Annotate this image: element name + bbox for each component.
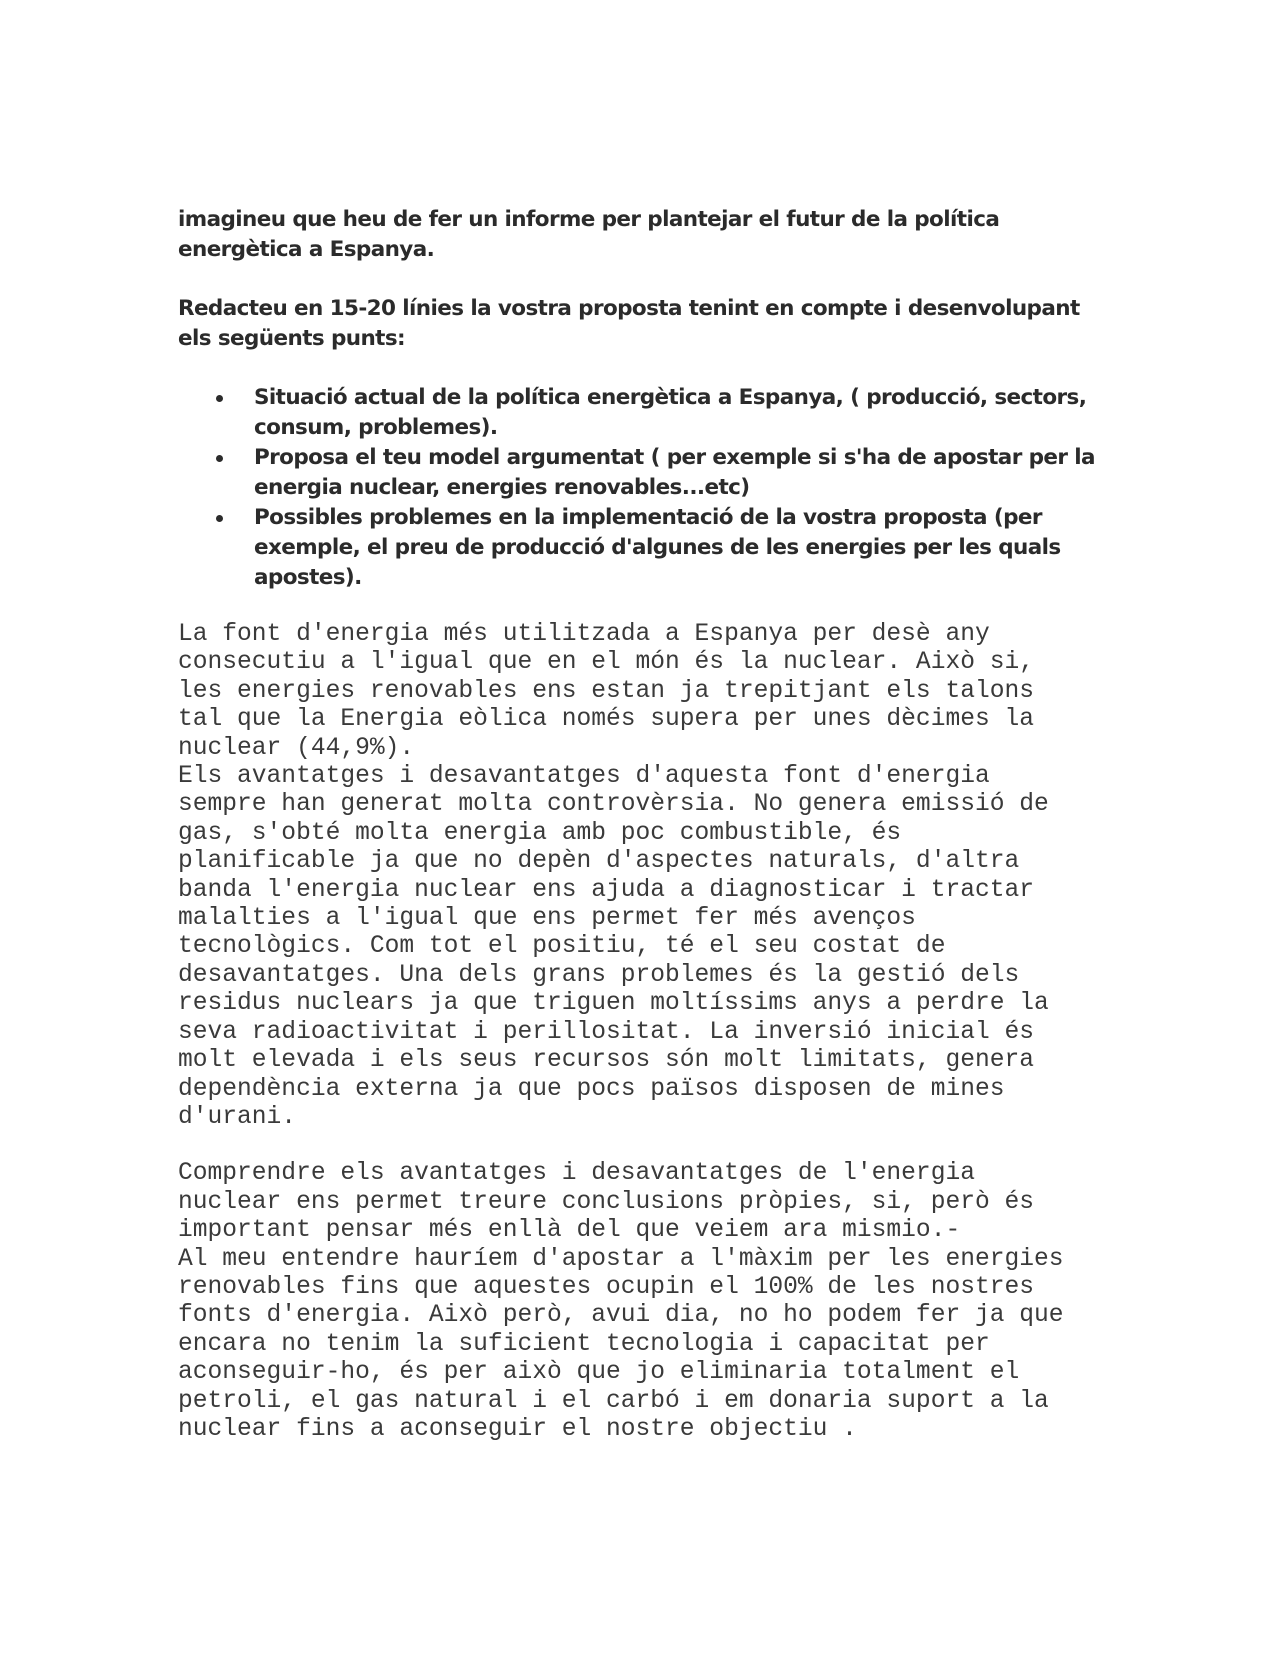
answer-text: Comprendre els avantatges i desavantatges de l'energia nuclear ens permet treure conclusions pròpies, si, però és important pensar més enllà del que veiem ara mismio.- Al meu entendre hauríem d'apostar a l'màxim per les energies renovables fins que aquestes ocupin el 100% de les nostres fonts d'energia. Això però, avui dia, no ho podem fer ja que encara no tenim la suficient tecnologia i capacitat per aconseguir-ho, és per això que jo eliminaria totalment el petroli, el gas natural i el carbó i em donaria suport a la nuclear fins a aconseguir el nostre objectiu .	[178, 1160, 1064, 1443]
bullet-item-current-situation	[178, 383, 1118, 443]
bullet-text: Proposa el teu model argumentat ( per exemple si s'ha de apostar per la energia nuclear, energies renovables...etc)	[254, 445, 1095, 500]
bullet-dot-icon	[216, 455, 223, 462]
prompt-bullet-list	[178, 383, 1118, 593]
bullet-text: Possibles problemes en la implementació de la vostra proposta (per exemple, el preu de producció d'algunes de les energies per les quals apostes).	[254, 505, 1061, 590]
answer-text: La font d'energia més utilitzada a Espanya per desè any consecutiu a l'igual que en el món és la nuclear. Això si, les energies renovables ens estan ja trepitjant els talons tal que la Energia eòlica només supera per unes dècimes la nuclear (44,9%). Els avantatges i desavantatges d'aquesta font d'energia sempre han generat molta controvèrsia. No genera emissió de gas, s'obté molta energia amb poc combustible, és planificable ja que no depèn d'aspectes naturals, d'altra banda l'energia nuclear ens ajuda a diagnosticar i tractar malalties a l'igual que ens permet fer més avenços tecnològics. Com tot el positiu, té el seu costat de desavantatges. Una dels grans problemes és la gestió dels residus nuclears ja que triguen moltíssims anys a perdre la seva radioactivitat i perillositat. La inversió inicial és molt elevada i els seus recursos són molt limitats, genera dependència externa ja que pocs països disposen de mines d'urani.	[178, 621, 1049, 1131]
bullet-dot-icon	[216, 515, 223, 522]
bullet-item-possible-problems	[178, 503, 1118, 593]
answer-paragraph-2	[178, 1160, 1118, 1444]
answer-paragraph-1	[178, 621, 1118, 1132]
document-content	[178, 205, 1118, 1444]
bullet-item-proposed-model	[178, 443, 1118, 503]
prompt-intro: imagineu que heu de fer un informe per plantejar el futur de la política energètica a Espanya.	[178, 207, 1000, 262]
bullet-dot-icon	[216, 395, 223, 402]
prompt-instruction: Redacteu en 15-20 línies la vostra proposta tenint en compte i desenvolupant els següents punts:	[178, 296, 1080, 351]
bullet-text: Situació actual de la política energètica a Espanya, ( producció, sectors, consum, problemes).	[254, 385, 1087, 440]
